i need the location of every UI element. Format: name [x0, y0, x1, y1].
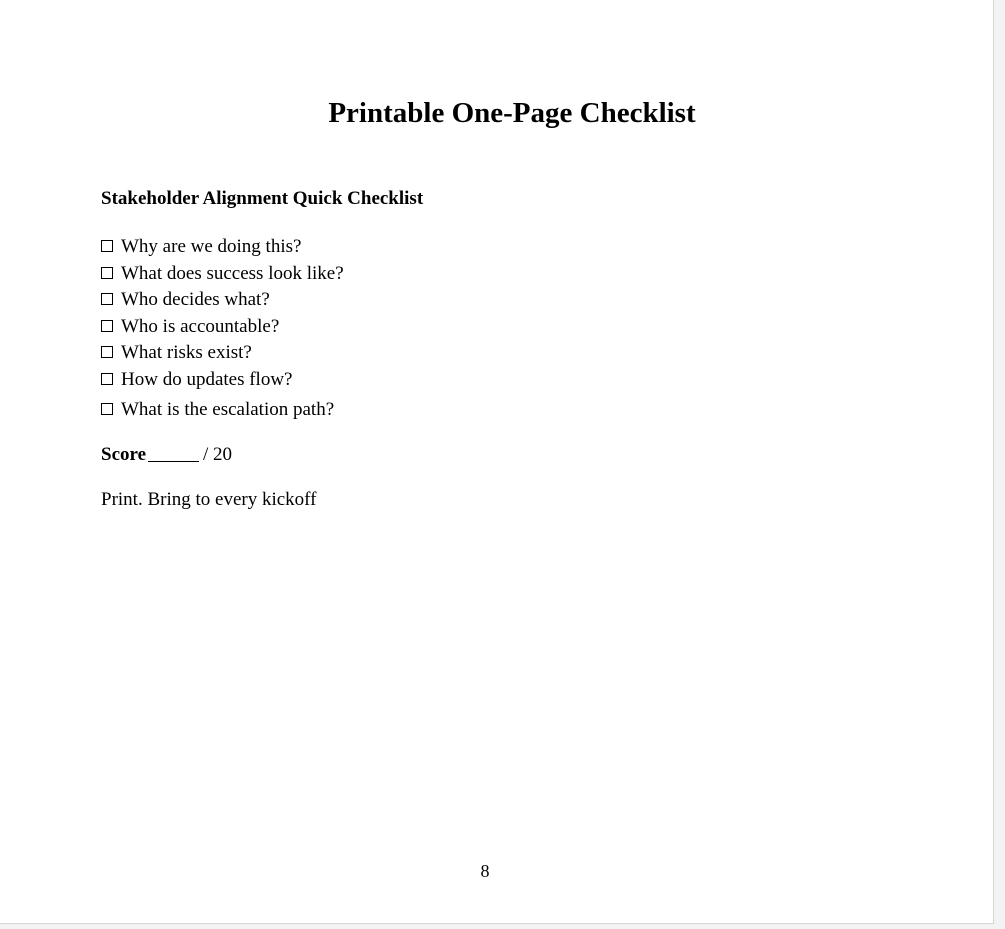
checklist-item[interactable]	[101, 368, 293, 392]
score-label: Score	[101, 444, 147, 465]
checklist-item-label: What does success look like?	[121, 263, 344, 284]
checklist-item[interactable]	[101, 315, 279, 339]
page-number: 8	[480, 861, 490, 881]
checkbox-icon[interactable]	[101, 267, 113, 279]
score-total: / 20	[203, 444, 233, 465]
checklist-item-label: What is the escalation path?	[121, 399, 335, 420]
checklist-item[interactable]	[101, 398, 334, 422]
checklist-item-label: What risks exist?	[121, 342, 252, 363]
checklist-item-label: How do updates flow?	[121, 369, 293, 390]
checklist-item-label: Who is accountable?	[121, 316, 280, 337]
checklist-item[interactable]	[101, 262, 344, 286]
section-heading: Stakeholder Alignment Quick Checklist	[101, 188, 424, 209]
checkbox-icon[interactable]	[101, 240, 113, 252]
checklist-item[interactable]	[101, 288, 270, 312]
checkbox-icon[interactable]	[101, 403, 113, 415]
checkbox-icon[interactable]	[101, 373, 113, 385]
checklist-item-label: Why are we doing this?	[121, 236, 302, 257]
checklist-item[interactable]	[101, 235, 301, 259]
checklist-item[interactable]	[101, 341, 252, 365]
checklist-item-label: Who decides what?	[121, 289, 270, 310]
score-blank-field[interactable]	[148, 443, 199, 462]
checkbox-icon[interactable]	[101, 320, 113, 332]
score-line	[101, 441, 232, 468]
page-title: Printable One-Page Checklist	[328, 97, 696, 129]
checkbox-icon[interactable]	[101, 293, 113, 305]
checkbox-icon[interactable]	[101, 346, 113, 358]
footer-note: Print. Bring to every kickoff	[101, 489, 317, 510]
